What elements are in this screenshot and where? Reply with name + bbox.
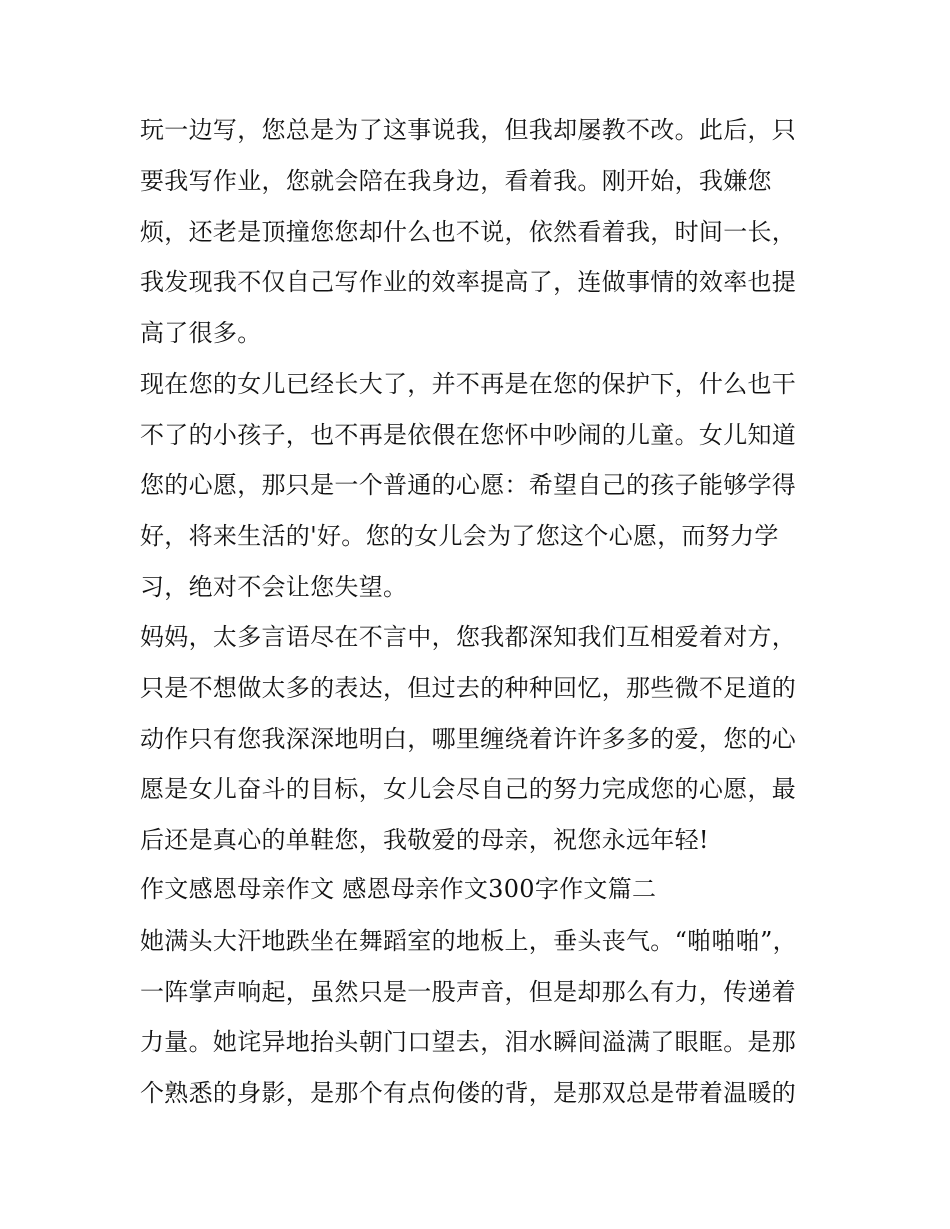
text-line: 好，将来生活的'好。您的女儿会为了您这个心愿，而努力学: [140, 522, 779, 550]
text-line: 烦，还老是顶撞您您却什么也不说，依然看着我，时间一长，: [140, 218, 797, 246]
text-line: 习，绝对不会让您失望。: [140, 573, 408, 601]
text-line: 妈妈，太多言语尽在不言中，您我都深知我们互相爱着对方，: [140, 623, 797, 651]
text-line: 愿是女儿奋斗的目标，女儿会尽自己的努力完成您的心愿，最: [140, 775, 797, 803]
text-line: 她满头大汗地跌坐在舞蹈室的地板上，垂头丧气。“啪啪啪”，: [140, 927, 797, 955]
text-line: 高了很多。: [140, 319, 262, 347]
text-line: 一阵掌声响起，虽然只是一股声音，但是却那么有力，传递着: [140, 978, 797, 1006]
text-line: 您的心愿，那只是一个普通的心愿：希望自己的孩子能够学得: [140, 471, 797, 499]
text-line: 玩一边写，您总是为了这事说我，但我却屡教不改。此后，只: [140, 116, 797, 144]
text-line: 个熟悉的身影，是那个有点佝偻的背，是那双总是带着温暖的: [140, 1079, 797, 1107]
text-line: 不了的小孩子，也不再是依偎在您怀中吵闹的儿童。女儿知道: [140, 421, 797, 449]
text-line: 要我写作业，您就会陪在我身边，看着我。刚开始，我嫌您: [140, 167, 772, 195]
section-heading: 作文感恩母亲作文 感恩母亲作文300字作文篇二: [140, 875, 657, 903]
text-line: 后还是真心的单鞋您，我敬爱的母亲，祝您永远年轻!: [140, 826, 709, 854]
text-line: 我发现我不仅自己写作业的效率提高了，连做事情的效率也提: [140, 268, 797, 296]
text-line: 动作只有您我深深地明白，哪里缠绕着许许多多的爱，您的心: [140, 725, 797, 753]
text-line: 现在您的女儿已经长大了，并不再是在您的保护下，什么也干: [140, 370, 797, 398]
text-line: 只是不想做太多的表达，但过去的种种回忆，那些微不足道的: [140, 674, 797, 702]
text-line: 力量。她诧异地抬头朝门口望去，泪水瞬间溢满了眼眶。是那: [140, 1028, 797, 1056]
